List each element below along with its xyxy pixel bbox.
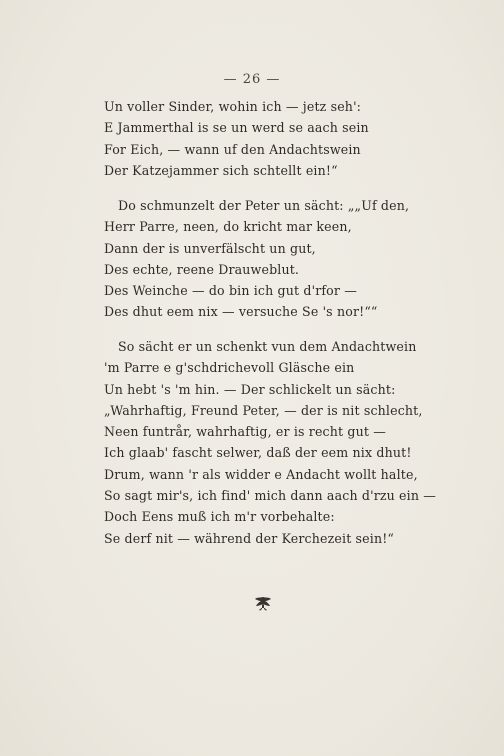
- verse-line: 'm Parre e g'schdrichevoll Gläsche ein: [104, 360, 355, 376]
- verse-line: Doch Eens muß ich m'r vorbehalte:: [104, 509, 335, 525]
- verse-line: „Wahrhaftig, Freund Peter, — der is nit schlecht,: [104, 402, 423, 418]
- verse-line: Neen funtrår, wahrhaftig, er is recht gut —: [104, 424, 386, 440]
- verse-line: Des dhut eem nix — versuche Se 's nor!““: [104, 304, 378, 320]
- verse-line: E Jammerthal is se un werd se aach sein: [104, 120, 369, 136]
- verse-line: Se derf nit — während der Kerchezeit sein!“: [104, 530, 395, 546]
- stanza-3: [104, 336, 437, 549]
- page-number: — 26 —: [223, 72, 281, 87]
- verse-line: Un voller Sinder, wohin ich — jetz seh':: [104, 99, 362, 114]
- verse-line: Herr Parre, neen, do kricht mar keen,: [104, 219, 352, 235]
- verse-line: Ich glaab' fascht selwer, daß der eem nix dhut!: [104, 445, 412, 461]
- stanza-1: [104, 96, 434, 181]
- verse-line: Des Weinche — do bin ich gut d'rfor —: [104, 283, 357, 299]
- stanza-2: [104, 195, 434, 323]
- verse-line: Do schmunzelt der Peter un sächt: „„Uf den,: [118, 198, 410, 213]
- verse-line: So sächt er un schenkt vun dem Andachtwein: [118, 339, 417, 354]
- verse-line: Der Katzejammer sich schtellt ein!“: [104, 162, 338, 178]
- verse-line: Un hebt 's 'm hin. — Der schlickelt un sächt:: [104, 381, 396, 397]
- verse-line: So sagt mir's, ich find' mich dann aach d'rzu ein —: [104, 488, 437, 504]
- verse-line: For Eich, — wann uf den Andachtswein: [104, 141, 361, 157]
- verse-line: Dann der is unverfälscht un gut,: [104, 240, 316, 256]
- verse-line: Drum, wann 'r als widder e Andacht wollt halte,: [104, 466, 418, 482]
- fleuron-icon: [252, 596, 274, 612]
- verse-line: Des echte, reene Drauweblut.: [104, 261, 300, 277]
